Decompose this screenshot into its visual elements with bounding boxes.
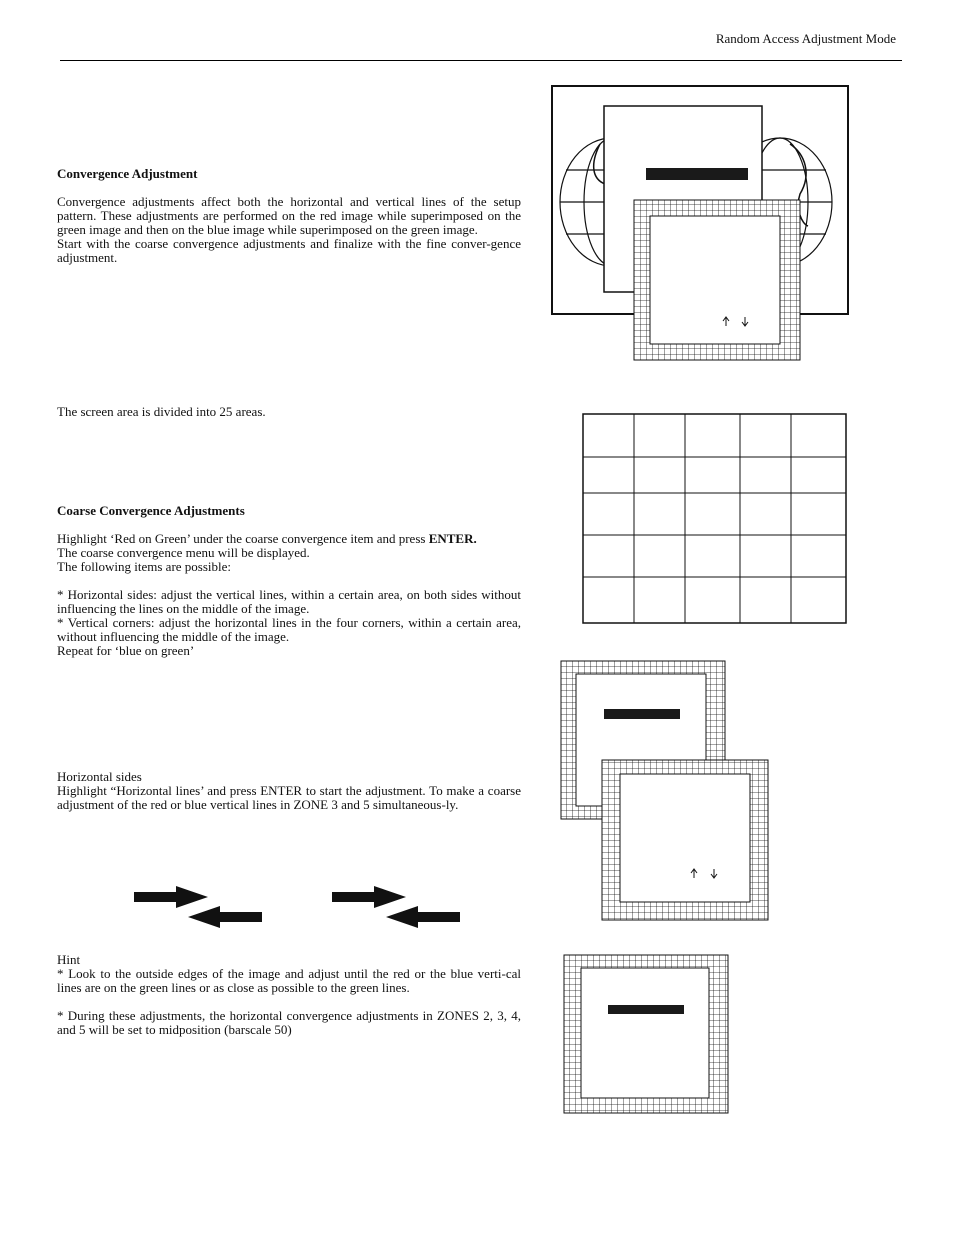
hint-title: Hint — [57, 952, 81, 967]
adjust-arrows-illustration — [130, 882, 470, 932]
horizontal-lines-menu-figure — [563, 954, 731, 1116]
zone-grid-figure — [582, 413, 848, 625]
horizontal-sides-section — [57, 770, 521, 812]
coarse-section — [57, 504, 521, 658]
coarse-item-horizontal: * Horizontal sides: adjust the vertical lines, within a certain area, on both sides without influencing the lines on the middle of the image. — [57, 587, 521, 616]
page-header-title: Random Access Adjustment Mode — [715, 31, 896, 46]
arrow-right-icon — [134, 886, 208, 908]
enter-key-label: ENTER. — [428, 531, 477, 546]
hint-item-2: * During these adjustments, the horizontal convergence adjustments in ZONES 2, 3, 4, and 5 will be set to midposition (barscale 50) — [57, 1008, 521, 1037]
screen-area-text: The screen area is divided into 25 areas. — [57, 404, 266, 419]
coarse-line-3: The following items are possible: — [57, 559, 232, 574]
horizontal-sides-title: Horizontal sides — [57, 769, 142, 784]
convergence-paragraph-1: Convergence adjustments affect both the horizontal and vertical lines of the setup pattern. These adjustments are performed on the red image while superimposed on the green image and then on the blue image while superimposed on the green image. — [57, 194, 521, 237]
arrow-left-icon — [386, 906, 460, 928]
coarse-menu-figure — [560, 660, 772, 922]
convergence-paragraph-2: Start with the coarse convergence adjustments and finalize with the fine conver-gence adjustment. — [57, 236, 521, 265]
highlight-bar — [608, 1005, 684, 1014]
horizontal-lines-menu-window — [581, 968, 709, 1098]
highlight-bar — [604, 709, 680, 719]
convergence-section — [57, 167, 521, 265]
adjust-window — [620, 774, 750, 902]
arrow-right-icon — [332, 886, 406, 908]
coarse-heading: Coarse Convergence Adjustments — [57, 503, 245, 518]
coarse-line-1-text: Highlight ‘Red on Green’ under the coarse convergence item and press — [57, 531, 429, 546]
hint-item-1: * Look to the outside edges of the image and adjust until the red or the blue verti-cal lines are on the green lines or as close as possible to the green lines. — [57, 966, 521, 995]
coarse-repeat: Repeat for ‘blue on green’ — [57, 643, 195, 658]
coarse-line-1 — [57, 532, 521, 546]
submenu-window — [650, 216, 780, 344]
arrow-left-icon — [188, 906, 262, 928]
horizontal-sides-text: Highlight “Horizontal lines’ and press ENTER to start the adjustment. To make a coarse adjustment of the red or blue vertical lines in ZONE 3 and 5 simultaneous-ly. — [57, 783, 521, 812]
menu-overlay-figure — [550, 84, 852, 364]
hint-section — [57, 953, 521, 1037]
coarse-line-2: The coarse convergence menu will be displayed. — [57, 545, 310, 560]
convergence-heading: Convergence Adjustment — [57, 166, 198, 181]
header-rule — [60, 60, 902, 61]
coarse-item-vertical: * Vertical corners: adjust the horizontal lines in the four corners, within a certain area, without influencing the middle of the image. — [57, 615, 521, 644]
highlight-bar — [646, 168, 748, 180]
